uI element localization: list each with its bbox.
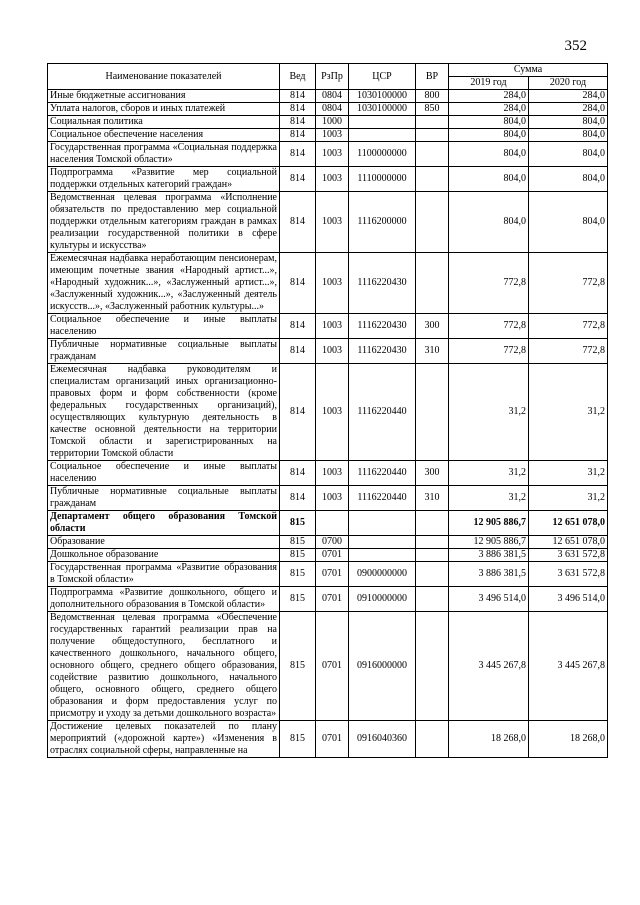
table-row [48, 192, 608, 253]
cell-y2020: 12 651 078,0 [529, 536, 608, 549]
cell-y2019: 3 496 514,0 [449, 587, 529, 612]
table-row [48, 486, 608, 511]
cell-csr: 1116220440 [349, 364, 416, 461]
cell-name: Ведомственная целевая программа «Обеспечение государственных гарантий реализации прав на получение общедоступного, бесплатного и качественного дошкольного, начального общего, основного общего, среднего общего образования, содействие развитию дошкольного, начального общего, основного общего, среднего общего образования и форм предоставления услуг по присмотру и уходу за детьми дошкольного возраста» [48, 612, 280, 721]
cell-rzpr: 1003 [316, 253, 349, 314]
cell-name: Подпрограмма «Развитие дошкольного, общего и дополнительного образования в Томской области» [48, 587, 280, 612]
cell-csr [349, 511, 416, 536]
cell-vr: 310 [416, 339, 449, 364]
cell-y2019: 772,8 [449, 253, 529, 314]
cell-rzpr: 0701 [316, 587, 349, 612]
cell-ved: 814 [280, 253, 316, 314]
table-row [48, 511, 608, 536]
cell-y2020: 31,2 [529, 486, 608, 511]
cell-csr: 0916040360 [349, 721, 416, 758]
header-rzpr: РзПр [316, 64, 349, 90]
table-row [48, 90, 608, 103]
cell-csr: 1110000000 [349, 167, 416, 192]
cell-y2020: 772,8 [529, 314, 608, 339]
cell-vr: 850 [416, 103, 449, 116]
table-row [48, 103, 608, 116]
cell-name: Публичные нормативные социальные выплаты гражданам [48, 486, 280, 511]
table-row [48, 314, 608, 339]
cell-y2019: 12 905 886,7 [449, 536, 529, 549]
cell-vr [416, 253, 449, 314]
cell-y2019: 3 886 381,5 [449, 562, 529, 587]
cell-vr [416, 536, 449, 549]
cell-rzpr: 1003 [316, 167, 349, 192]
cell-y2020: 804,0 [529, 129, 608, 142]
cell-ved: 814 [280, 364, 316, 461]
cell-ved: 814 [280, 339, 316, 364]
cell-y2019: 31,2 [449, 364, 529, 461]
cell-y2020: 18 268,0 [529, 721, 608, 758]
header-csr: ЦСР [349, 64, 416, 90]
cell-csr [349, 549, 416, 562]
budget-table [47, 63, 608, 758]
cell-rzpr: 1003 [316, 461, 349, 486]
cell-y2020: 804,0 [529, 192, 608, 253]
cell-ved: 814 [280, 314, 316, 339]
cell-csr [349, 536, 416, 549]
cell-rzpr: 0701 [316, 612, 349, 721]
cell-name: Образование [48, 536, 280, 549]
cell-y2020: 31,2 [529, 461, 608, 486]
table-row [48, 116, 608, 129]
cell-vr: 300 [416, 461, 449, 486]
cell-y2019: 12 905 886,7 [449, 511, 529, 536]
cell-csr [349, 116, 416, 129]
cell-ved: 815 [280, 536, 316, 549]
cell-y2020: 804,0 [529, 116, 608, 129]
cell-rzpr: 0701 [316, 721, 349, 758]
cell-csr: 1116220430 [349, 339, 416, 364]
cell-vr: 310 [416, 486, 449, 511]
cell-vr: 300 [416, 314, 449, 339]
table-row [48, 562, 608, 587]
cell-rzpr: 0701 [316, 562, 349, 587]
cell-rzpr: 0701 [316, 549, 349, 562]
cell-ved: 814 [280, 103, 316, 116]
cell-rzpr: 1003 [316, 486, 349, 511]
cell-csr: 1116200000 [349, 192, 416, 253]
cell-y2019: 804,0 [449, 116, 529, 129]
cell-name: Ведомственная целевая программа «Исполнение обязательств по предоставлению мер социальной поддержки отдельным категориям граждан в рамках реализации государственной политики в сфере культуры и искусства» [48, 192, 280, 253]
cell-vr [416, 142, 449, 167]
cell-y2020: 3 631 572,8 [529, 562, 608, 587]
cell-y2020: 772,8 [529, 253, 608, 314]
cell-name: Уплата налогов, сборов и иных платежей [48, 103, 280, 116]
cell-vr [416, 549, 449, 562]
cell-y2019: 804,0 [449, 167, 529, 192]
cell-vr [416, 721, 449, 758]
cell-ved: 815 [280, 549, 316, 562]
cell-name: Ежемесячная надбавка руководителям и специалистам организаций иных организационно-правовых форм и форм собственности (кроме федеральных государственных организаций), осуществляющих культурную деятельность в качестве основной деятельности на территории Томской области и зарегистрированных на территории Томской области [48, 364, 280, 461]
cell-vr [416, 192, 449, 253]
cell-y2019: 804,0 [449, 142, 529, 167]
cell-ved: 815 [280, 612, 316, 721]
cell-y2019: 3 445 267,8 [449, 612, 529, 721]
cell-name: Публичные нормативные социальные выплаты гражданам [48, 339, 280, 364]
cell-ved: 815 [280, 511, 316, 536]
cell-vr [416, 129, 449, 142]
table-row [48, 612, 608, 721]
cell-ved: 814 [280, 90, 316, 103]
cell-rzpr: 0804 [316, 103, 349, 116]
header-ved: Вед [280, 64, 316, 90]
cell-vr [416, 167, 449, 192]
cell-vr [416, 612, 449, 721]
cell-y2019: 31,2 [449, 486, 529, 511]
cell-name: Социальное обеспечение и иные выплаты населению [48, 461, 280, 486]
cell-y2019: 804,0 [449, 129, 529, 142]
cell-vr [416, 116, 449, 129]
cell-y2020: 772,8 [529, 339, 608, 364]
cell-ved: 814 [280, 192, 316, 253]
cell-csr: 0910000000 [349, 587, 416, 612]
table-row [48, 536, 608, 549]
table-row [48, 167, 608, 192]
cell-ved: 814 [280, 167, 316, 192]
cell-csr: 1116220430 [349, 314, 416, 339]
cell-rzpr [316, 511, 349, 536]
cell-csr: 0916000000 [349, 612, 416, 721]
cell-name: Дошкольное образование [48, 549, 280, 562]
cell-y2020: 3 496 514,0 [529, 587, 608, 612]
cell-vr: 800 [416, 90, 449, 103]
table-row [48, 364, 608, 461]
table-row [48, 339, 608, 364]
header-sum: Сумма [449, 64, 608, 77]
cell-y2019: 772,8 [449, 314, 529, 339]
cell-csr: 0900000000 [349, 562, 416, 587]
cell-y2020: 804,0 [529, 142, 608, 167]
table-row [48, 142, 608, 167]
table-row [48, 549, 608, 562]
cell-name: Подпрограмма «Развитие мер социальной поддержки отдельных категорий граждан» [48, 167, 280, 192]
table-row [48, 461, 608, 486]
cell-y2020: 3 445 267,8 [529, 612, 608, 721]
cell-csr: 1030100000 [349, 103, 416, 116]
table-row [48, 721, 608, 758]
cell-y2020: 284,0 [529, 103, 608, 116]
cell-name: Государственная программа «Социальная поддержка населения Томской области» [48, 142, 280, 167]
cell-rzpr: 1003 [316, 339, 349, 364]
cell-y2020: 284,0 [529, 90, 608, 103]
cell-y2019: 18 268,0 [449, 721, 529, 758]
cell-rzpr: 1003 [316, 364, 349, 461]
cell-y2019: 284,0 [449, 90, 529, 103]
cell-name: Социальная политика [48, 116, 280, 129]
cell-ved: 815 [280, 587, 316, 612]
cell-vr [416, 562, 449, 587]
cell-y2020: 31,2 [529, 364, 608, 461]
cell-csr [349, 129, 416, 142]
cell-y2019: 3 886 381,5 [449, 549, 529, 562]
cell-y2020: 3 631 572,8 [529, 549, 608, 562]
cell-csr: 1116220430 [349, 253, 416, 314]
cell-csr: 1100000000 [349, 142, 416, 167]
cell-ved: 814 [280, 129, 316, 142]
cell-ved: 815 [280, 562, 316, 587]
page-number: 352 [564, 38, 587, 54]
header-2019: 2019 год [449, 77, 529, 90]
cell-ved: 814 [280, 142, 316, 167]
header-name: Наименование показателей [48, 64, 280, 90]
cell-rzpr: 1003 [316, 314, 349, 339]
cell-ved: 814 [280, 461, 316, 486]
cell-csr: 1116220440 [349, 461, 416, 486]
cell-rzpr: 1003 [316, 142, 349, 167]
cell-rzpr: 0804 [316, 90, 349, 103]
cell-vr [416, 587, 449, 612]
cell-name: Иные бюджетные ассигнования [48, 90, 280, 103]
header-vr: ВР [416, 64, 449, 90]
cell-y2019: 284,0 [449, 103, 529, 116]
cell-name: Достижение целевых показателей по плану мероприятий («дорожной карте») «Изменения в отраслях социальной сферы, направленные на [48, 721, 280, 758]
cell-ved: 814 [280, 486, 316, 511]
cell-vr [416, 511, 449, 536]
cell-rzpr: 1003 [316, 129, 349, 142]
cell-y2019: 772,8 [449, 339, 529, 364]
cell-name: Социальное обеспечение населения [48, 129, 280, 142]
cell-y2020: 12 651 078,0 [529, 511, 608, 536]
table-row [48, 129, 608, 142]
table-row [48, 587, 608, 612]
table-body [48, 90, 608, 758]
cell-rzpr: 1000 [316, 116, 349, 129]
header-2020: 2020 год [529, 77, 608, 90]
table-row [48, 253, 608, 314]
cell-y2020: 804,0 [529, 167, 608, 192]
cell-y2019: 31,2 [449, 461, 529, 486]
cell-name: Департамент общего образования Томской области [48, 511, 280, 536]
cell-vr [416, 364, 449, 461]
cell-rzpr: 0700 [316, 536, 349, 549]
cell-y2019: 804,0 [449, 192, 529, 253]
cell-name: Ежемесячная надбавка неработающим пенсионерам, имеющим почетные звания «Народный артист...», «Народный художник...», «Заслуженный артист...», «Заслуженный художник...», «Заслуженный деятель искусств...», «Заслуженный работник культуры...» [48, 253, 280, 314]
cell-name: Государственная программа «Развитие образования в Томской области» [48, 562, 280, 587]
cell-ved: 814 [280, 116, 316, 129]
cell-ved: 815 [280, 721, 316, 758]
cell-name: Социальное обеспечение и иные выплаты населению [48, 314, 280, 339]
cell-csr: 1030100000 [349, 90, 416, 103]
cell-rzpr: 1003 [316, 192, 349, 253]
cell-csr: 1116220440 [349, 486, 416, 511]
